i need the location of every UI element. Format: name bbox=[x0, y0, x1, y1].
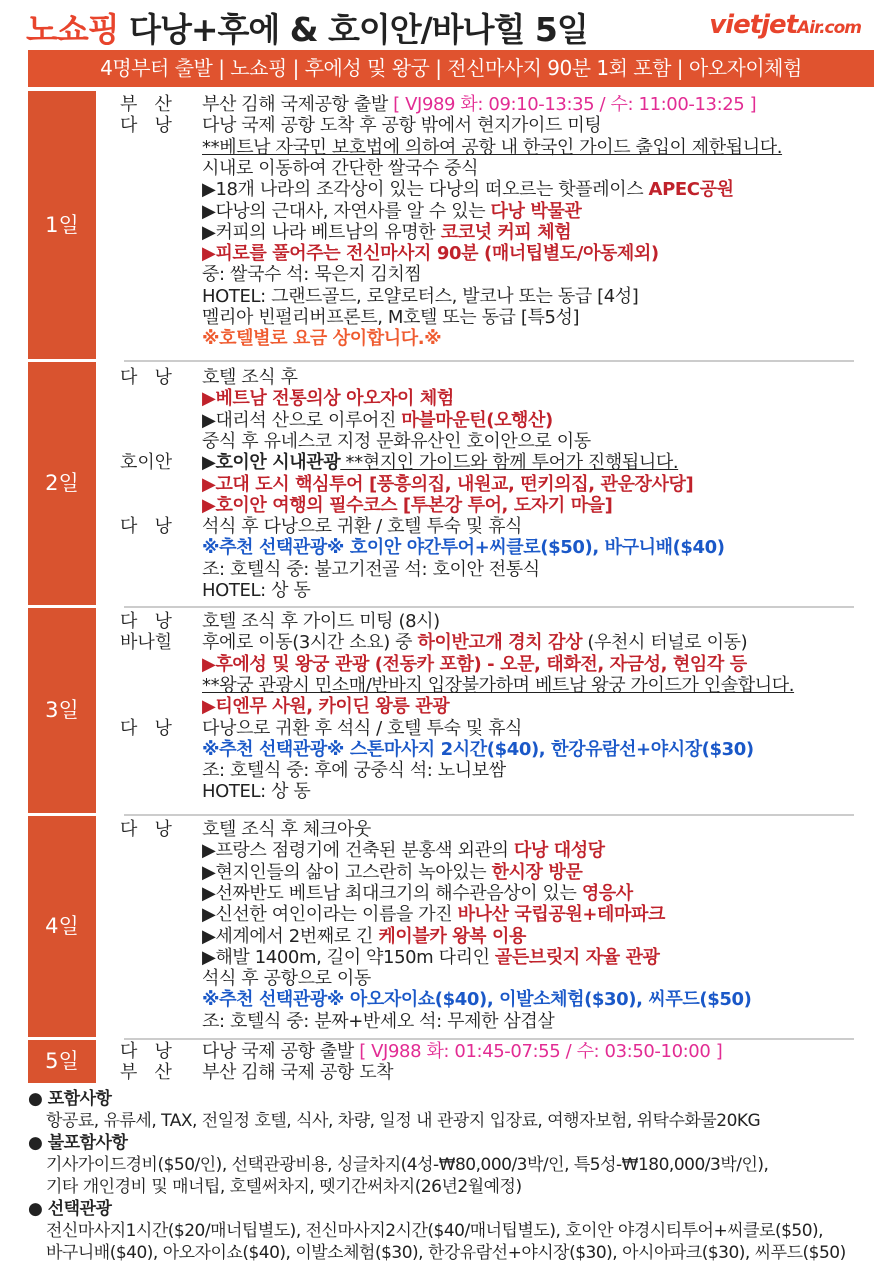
footer-heading: ● 포함사항 bbox=[28, 1089, 112, 1109]
itinerary-text: [ VJ989 화: 09:10-13:35 / 수: 11:00-13:25 ] bbox=[393, 94, 757, 115]
footer-text: 항공료, 유류세, TAX, 전일정 호텔, 식사, 차량, 일정 내 관광지 입장료, 여행자보험, 위탁수화물20KG bbox=[46, 1111, 761, 1131]
itinerary-text: ▶베트남 전통의상 아오자이 체험 bbox=[202, 388, 454, 410]
itinerary-line bbox=[202, 968, 371, 990]
day-row bbox=[28, 1040, 874, 1083]
itinerary-text: ▶선짜반도 베트남 최대크기의 해수관음상이 있는 bbox=[202, 882, 582, 904]
footer-text: 바구니배($40), 아오자이쇼($40), 이발소체험($30), 한강유람선+야시장($30), 아시아파크($30), 씨푸드($50) bbox=[46, 1243, 846, 1263]
itinerary-text: 멜리아 빈펄리버프론트, M호텔 또는 동급 [특5성] bbox=[202, 307, 580, 328]
itinerary-text: ▶18개 나라의 조각상이 있는 다낭의 떠오르는 핫플레이스 bbox=[202, 179, 649, 201]
itinerary-line bbox=[202, 243, 659, 265]
itinerary-text: 영응사 bbox=[581, 882, 633, 904]
footer-text: 기사가이드경비($50/인), 선택관광비용, 싱글차지(4성-₩80,000/3박/인, 특5성-₩180,000/3박/인), bbox=[46, 1155, 769, 1175]
itinerary-text: ※추천 선택관광※ 아오자이쇼($40), 이발소체험($30), 씨푸드($50) bbox=[202, 989, 752, 1011]
logo-small: Air.com bbox=[797, 18, 861, 38]
title-text: 다낭+후에 & 호이안/바나힐 5일 bbox=[118, 10, 588, 49]
itinerary-text: ▶고대 도시 핵심투어 [풍흥의집, 내원교, 떤키의집, 관운장사당] bbox=[202, 473, 694, 495]
itinerary-line bbox=[202, 1041, 722, 1063]
itinerary-line bbox=[202, 654, 747, 676]
itinerary-line bbox=[202, 989, 751, 1011]
day-label: 5일 bbox=[28, 1040, 96, 1083]
itinerary-text: 부산 김해 국제 공항 도착 bbox=[202, 1062, 394, 1084]
place-name: 다 낭 bbox=[120, 367, 172, 388]
itinerary-line bbox=[202, 452, 678, 474]
day-label: 4일 bbox=[28, 816, 96, 1037]
itinerary-text: HOTEL: 상 동 bbox=[202, 781, 311, 803]
place-name: 부 산 bbox=[120, 94, 172, 115]
itinerary-text: 호텔 조식 후 가이드 미팅 (8시) bbox=[202, 611, 440, 632]
itinerary-text: ▶프랑스 점령기에 건축된 분홍색 외관의 bbox=[202, 840, 514, 862]
itinerary-text: ▶현지인들의 삶이 고스란히 녹아있는 bbox=[202, 861, 492, 883]
itinerary-text: 조: 호텔식 중: 후에 궁중식 석: 노니보쌈 bbox=[202, 760, 506, 782]
itinerary-line bbox=[202, 474, 693, 496]
itinerary-line bbox=[202, 264, 421, 286]
day-label: 3일 bbox=[28, 608, 96, 813]
itinerary-text: ▶대리석 산으로 이루어진 bbox=[202, 409, 402, 431]
place-name: 호이안 bbox=[120, 452, 173, 474]
day-row bbox=[28, 816, 874, 1037]
itinerary-line bbox=[202, 1062, 393, 1084]
itinerary-line bbox=[202, 781, 310, 803]
itinerary-text: 호텔 조식 후 체크아웃 bbox=[202, 819, 371, 840]
itinerary-text: ▶피로를 풀어주는 전신마사지 90분 (매너팁별도/아동제외) bbox=[202, 243, 659, 265]
itinerary-text: 조: 호텔식 중: 분짜+반세오 석: 무제한 삼겹살 bbox=[202, 1010, 555, 1032]
place-name: 다 낭 bbox=[120, 1041, 172, 1062]
itinerary-line bbox=[202, 632, 747, 654]
day-label: 1일 bbox=[28, 91, 96, 359]
itinerary-text: 석식 후 공항으로 이동 bbox=[202, 968, 371, 990]
itinerary-text: 마블마운틴(오행산) bbox=[401, 409, 553, 431]
itinerary-text: HOTEL: 상 동 bbox=[202, 580, 311, 601]
itinerary-line bbox=[202, 537, 725, 559]
itinerary-text: ※추천 선택관광※ 스톤마사지 2시간($40), 한강유람선+야시장($30) bbox=[202, 738, 754, 760]
itinerary-line bbox=[202, 495, 613, 517]
itinerary-line bbox=[202, 328, 441, 350]
tour-highlights-banner: 4명부터 출발 | 노쇼핑 | 후에성 및 왕궁 | 전신마사지 90분 1회 포함 | 아오자이체험 bbox=[28, 50, 874, 87]
itinerary-line bbox=[202, 819, 371, 841]
itinerary-text: 부산 김해 국제공항 출발 bbox=[202, 94, 394, 115]
itinerary-line bbox=[202, 760, 506, 782]
itinerary-text: ▶커피의 나라 베트남의 유명한 bbox=[202, 221, 441, 243]
footer-text: 전신마사지1시간($20/매너팁별도), 전신마사지2시간($40/매너팁별도), 호이안 야경시티투어+씨클로($50), bbox=[46, 1221, 824, 1241]
itinerary-text: **베트남 자국민 보호법에 의하여 공항 내 한국인 가이드 출입이 제한됩니다. bbox=[202, 136, 783, 158]
itinerary-text: 다낭 국제 공항 도착 후 공항 밖에서 현지가이드 미팅 bbox=[202, 115, 602, 137]
itinerary-line bbox=[202, 559, 540, 581]
place-name: 다 낭 bbox=[120, 115, 172, 137]
itinerary-text: ▶후에성 및 왕궁 관광 (전동카 포함) - 오문, 태화전, 자금성, 현임각 등 bbox=[202, 653, 747, 675]
itinerary-line bbox=[202, 94, 756, 116]
day-label: 2일 bbox=[28, 362, 96, 605]
itinerary-text: 케이블카 왕복 이용 bbox=[378, 925, 527, 947]
place-name: 다 낭 bbox=[120, 717, 172, 739]
footer-heading: ● 불포함사항 bbox=[28, 1133, 128, 1153]
itinerary-text: 다낭 국제 공항 출발 bbox=[202, 1041, 360, 1062]
itinerary-line bbox=[202, 904, 665, 926]
itinerary-text: ※추천 선택관광※ 호이안 야간투어+씨클로($50), 바구니배($40) bbox=[202, 537, 725, 559]
itinerary-line bbox=[202, 158, 478, 180]
place-name: 다 낭 bbox=[120, 819, 172, 840]
itinerary-text: ▶호이안 여행의 필수코스 [투본강 투어, 도자기 마을] bbox=[202, 494, 613, 516]
title-highlight: 노쇼핑 bbox=[26, 10, 119, 49]
footer-heading: ● 선택관광 bbox=[28, 1199, 112, 1219]
itinerary-text: 하이반고개 경치 감상 bbox=[417, 632, 583, 654]
itinerary-text: 중식 후 유네스코 지정 문화유산인 호이안으로 이동 bbox=[202, 430, 591, 452]
itinerary-line bbox=[202, 516, 522, 538]
itinerary-text: 후에로 이동(3시간 소요) 중 bbox=[202, 632, 418, 654]
itinerary-text: 코코넛 커피 체험 bbox=[440, 221, 572, 243]
itinerary-text: **왕궁 관광시 민소매/반바지 입장불가하며 베트남 왕궁 가이드가 인솔합니다. bbox=[202, 674, 795, 696]
itinerary-line bbox=[202, 179, 734, 201]
itinerary-line bbox=[202, 222, 571, 244]
place-name: 바나힐 bbox=[120, 632, 173, 654]
itinerary-text: 석식 후 다낭으로 귀환 / 호텔 투숙 및 휴식 bbox=[202, 516, 523, 538]
logo-main: vietjet bbox=[709, 10, 798, 40]
itinerary-text: 호텔 조식 후 bbox=[202, 367, 298, 388]
itinerary-text: ▶세계에서 2번째로 긴 bbox=[202, 925, 379, 947]
itinerary-text: ▶티엔무 사원, 카이딘 왕릉 관광 bbox=[202, 696, 450, 718]
itinerary-text: HOTEL: 그랜드골드, 로얄로터스, 발코나 또는 동급 [4성] bbox=[202, 285, 639, 307]
itinerary-line bbox=[202, 580, 310, 602]
itinerary-line bbox=[202, 862, 582, 884]
itinerary-text: APEC공원 bbox=[648, 179, 734, 201]
itinerary-line bbox=[202, 201, 581, 223]
itinerary-line bbox=[202, 367, 298, 389]
itinerary-text: 중: 쌀국수 석: 묵은지 김치찜 bbox=[202, 264, 422, 286]
itinerary-line bbox=[202, 926, 526, 948]
itinerary-text: ▶호이안 시내관광 bbox=[202, 452, 341, 474]
itinerary-line bbox=[202, 286, 638, 308]
day-row bbox=[28, 362, 874, 605]
itinerary-line bbox=[202, 947, 660, 969]
itinerary-text: ▶다낭의 근대사, 자연사를 알 수 있는 bbox=[202, 200, 491, 222]
itinerary-line bbox=[202, 1011, 554, 1033]
itinerary-line bbox=[202, 696, 449, 718]
itinerary-text: 시내로 이동하여 간단한 쌀국수 중식 bbox=[202, 157, 479, 179]
header bbox=[0, 0, 891, 48]
itinerary-text: **현지인 가이드와 함께 투어가 진행됩니다. bbox=[340, 452, 679, 474]
itinerary-text: ▶해발 1400m, 길이 약150m 다리인 bbox=[202, 946, 495, 968]
itinerary-text: 다낭 대성당 bbox=[513, 840, 605, 862]
itinerary-text: ※호텔별로 요금 상이합니다.※ bbox=[202, 328, 442, 350]
place-name: 다 낭 bbox=[120, 516, 172, 538]
itinerary-line bbox=[202, 137, 782, 159]
itinerary-line bbox=[202, 883, 633, 905]
itinerary-text: ▶신선한 여인이라는 이름을 가진 bbox=[202, 904, 458, 926]
itinerary-text: 다낭으로 귀환 후 석식 / 호텔 투숙 및 휴식 bbox=[202, 717, 523, 739]
itinerary-line bbox=[202, 431, 591, 453]
page-title bbox=[26, 4, 588, 51]
itinerary-line bbox=[202, 840, 605, 862]
itinerary-line bbox=[202, 675, 794, 697]
place-name: 부 산 bbox=[120, 1062, 172, 1084]
itinerary-line bbox=[202, 410, 553, 432]
itinerary-text: [ VJ988 화: 01:45-07:55 / 수: 03:50-10:00 ] bbox=[359, 1041, 723, 1062]
itinerary-line bbox=[202, 611, 440, 633]
itinerary-line bbox=[202, 718, 522, 740]
itinerary-text: 다낭 박물관 bbox=[490, 200, 582, 222]
itinerary-text: 한시장 방문 bbox=[491, 861, 583, 883]
footer-text: 기타 개인경비 및 매너팁, 호텔써차지, 뗏기간써차지(26년2월예정) bbox=[46, 1177, 522, 1197]
day-row bbox=[28, 608, 874, 813]
itinerary-line bbox=[202, 739, 754, 761]
place-name: 다 낭 bbox=[120, 611, 172, 632]
itinerary-text: 바나산 국립공원+테마파크 bbox=[457, 904, 665, 926]
itinerary-text: 골든브릿지 자율 관광 bbox=[494, 946, 660, 968]
day-row bbox=[28, 91, 874, 359]
vietjet-logo bbox=[709, 10, 861, 40]
itinerary-line bbox=[202, 307, 579, 329]
itinerary-text: 조: 호텔식 중: 불고기전골 석: 호이안 전통식 bbox=[202, 558, 540, 580]
itinerary-line bbox=[202, 115, 601, 137]
itinerary-line bbox=[202, 388, 454, 410]
itinerary-text: (우천시 터널로 이동) bbox=[582, 632, 748, 654]
